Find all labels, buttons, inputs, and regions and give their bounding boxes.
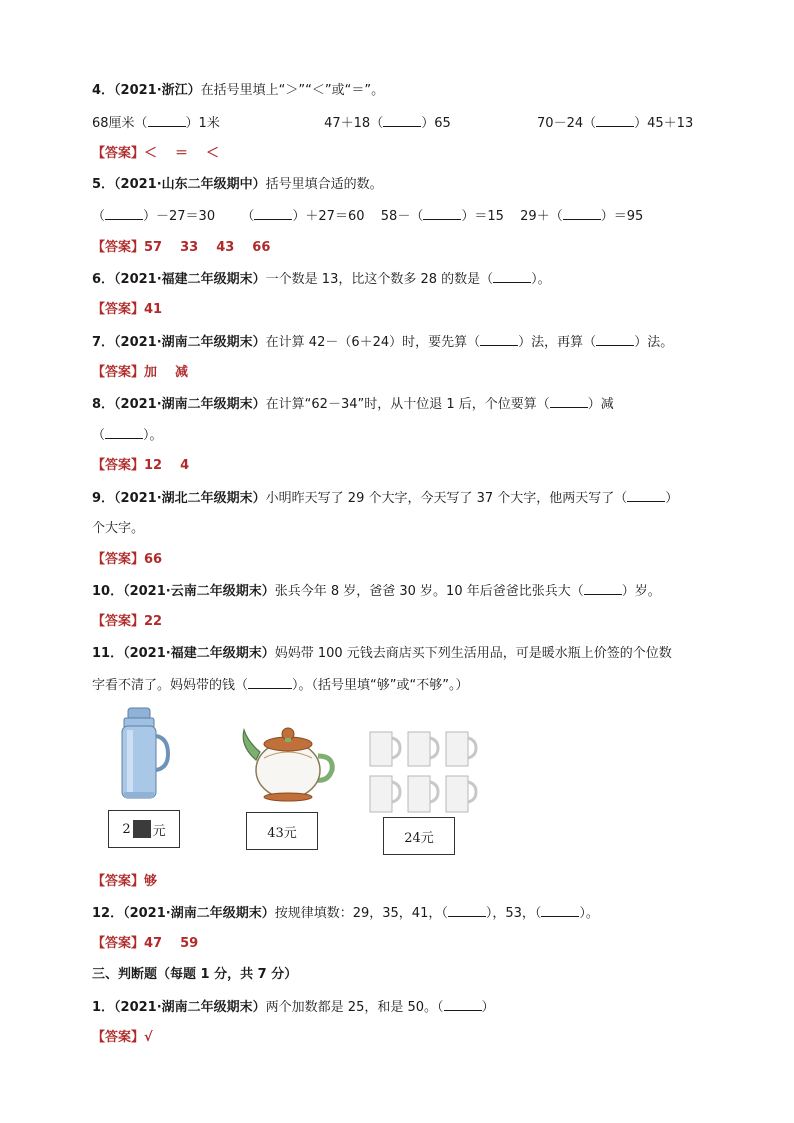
question-text: 在括号里填上“＞”“＜”或“＝”。: [200, 83, 385, 98]
answer-label: 【答案】: [92, 614, 145, 629]
answer-value: ＜: [144, 146, 158, 161]
price-digit: 2: [122, 821, 131, 837]
answer-12: [92, 935, 216, 953]
question-source: （2021·湖南二年级期末）: [114, 397, 266, 412]
answer-value: 66: [144, 552, 163, 567]
question-text: （: [92, 428, 106, 443]
question-4: [92, 82, 384, 100]
item-prefix: 29＋（: [520, 209, 563, 224]
item-suffix: ）－27＝30: [143, 209, 216, 224]
answer-6: [92, 301, 180, 319]
cups-icon: [366, 730, 482, 816]
question-text: 括号里填合适的数。: [265, 177, 383, 192]
item-suffix: ）＋27＝60: [292, 209, 365, 224]
question-text: 一个数是 13，比这个数多 28 的数是（: [265, 272, 494, 287]
answer-label: 【答案】: [92, 1030, 145, 1045]
answer-7: [92, 364, 206, 382]
answer-value: 41: [144, 302, 163, 317]
question-text: ）: [481, 1000, 495, 1015]
answer-blank[interactable]: [627, 489, 665, 502]
answer-value: 57: [144, 240, 163, 255]
item-prefix: （: [241, 209, 255, 224]
question-text: ）。（括号里填“够”或“不够”。）: [292, 678, 469, 693]
question-text: ）: [665, 491, 679, 506]
question-source: （2021·湖南二年级期末）: [114, 1000, 266, 1015]
answer-blank[interactable]: [254, 207, 292, 220]
item-prefix: 47＋18（: [324, 116, 384, 131]
answer-5: [92, 239, 288, 257]
question-6: [92, 270, 551, 289]
question-number: 9．: [92, 491, 115, 506]
question-8-line2: [92, 426, 163, 445]
teapot-price-tag: [246, 812, 318, 850]
answer-label: 【答案】: [92, 240, 145, 255]
answer-value: √: [144, 1030, 153, 1045]
question-8: [92, 395, 614, 414]
cup-icon: [446, 732, 476, 766]
question-source: （2021·湖北二年级期末）: [114, 491, 266, 506]
answer-value: 够: [144, 874, 158, 889]
answer-value: ＝: [175, 146, 189, 161]
question-number: 10．: [92, 584, 124, 599]
cups-price-tag: [383, 817, 455, 855]
question-text: ）法。: [634, 335, 674, 350]
price-text: 43元: [267, 825, 297, 841]
answer-11: [92, 873, 175, 891]
answer-10: [92, 613, 180, 631]
price-unit: 元: [152, 823, 166, 839]
question-9: [92, 489, 678, 508]
answer-label: 【答案】: [92, 552, 145, 567]
judge-question-1: [92, 998, 495, 1017]
question-source: （2021·湖南二年级期末）: [123, 906, 275, 921]
answer-value: 4: [180, 458, 190, 473]
answer-value: ＜: [206, 146, 220, 161]
obscured-digit: [133, 820, 151, 838]
answer-blank[interactable]: [493, 270, 531, 283]
question-text: ）。: [143, 428, 163, 443]
cup-icon: [370, 732, 400, 766]
item-suffix: ）＝95: [600, 209, 644, 224]
answer-blank[interactable]: [423, 207, 461, 220]
item-prefix: 58－（: [380, 209, 424, 224]
question-5: [92, 176, 383, 194]
answer-blank[interactable]: [541, 904, 579, 917]
question-number: 1．: [92, 1000, 115, 1015]
answer-blank[interactable]: [105, 426, 143, 439]
answer-value: 66: [252, 240, 271, 255]
question-source: （2021·湖南二年级期末）: [114, 335, 266, 350]
question-text: 字看不清了。妈妈带的钱（: [92, 678, 249, 693]
question-source: （2021·浙江）: [114, 83, 201, 98]
question-text: 张兵今年 8 岁，爸爸 30 岁。10 年后爸爸比张兵大（: [274, 584, 584, 599]
answer-value: 加: [144, 365, 158, 380]
question-text: 在计算 42－（6＋24）时，要先算（: [265, 335, 481, 350]
question-number: 12．: [92, 906, 124, 921]
answer-label: 【答案】: [92, 302, 145, 317]
answer-blank[interactable]: [480, 333, 518, 346]
question-source: （2021·云南二年级期末）: [123, 584, 275, 599]
answer-blank[interactable]: [550, 395, 588, 408]
question-source: （2021·福建二年级期末）: [114, 272, 266, 287]
question-12: [92, 904, 599, 923]
answer-blank[interactable]: [248, 676, 292, 689]
answer-8: [92, 457, 207, 475]
answer-label: 【答案】: [92, 146, 145, 161]
answer-value: 减: [175, 365, 189, 380]
answer-blank[interactable]: [148, 114, 186, 127]
question-text: ）法，再算（: [518, 335, 597, 350]
answer-value: 59: [180, 936, 199, 951]
question-number: 7．: [92, 335, 115, 350]
answer-value: 22: [144, 614, 163, 629]
item-suffix: ）＝15: [461, 209, 504, 224]
answer-blank[interactable]: [444, 998, 482, 1011]
cup-icon: [370, 776, 400, 812]
cup-icon: [408, 732, 438, 766]
answer-blank[interactable]: [448, 904, 486, 917]
question-text: 在计算“62－34”时，从十位退 1 后，个位要算（: [265, 397, 550, 412]
answer-value: 47: [144, 936, 163, 951]
answer-4: [92, 145, 237, 163]
question-text: ）岁。: [621, 584, 661, 599]
answer-label: 【答案】: [92, 365, 145, 380]
cup-icon: [446, 776, 476, 812]
question-text: 按规律填数：29，35，41，（: [274, 906, 448, 921]
question-text: 两个加数都是 25，和是 50。（: [265, 1000, 444, 1015]
question-text: 小明昨天写了 29 个大字，今天写了 37 个大字，他两天写了（: [265, 491, 628, 506]
question-7: [92, 333, 673, 352]
question-10: [92, 582, 661, 601]
question-number: 4．: [92, 83, 115, 98]
answer-label: 【答案】: [92, 458, 145, 473]
answer-blank[interactable]: [596, 333, 634, 346]
question-5-items: [92, 207, 643, 226]
question-text: ）。: [531, 272, 551, 287]
answer-judge-1: [92, 1029, 171, 1047]
question-11-line2: [92, 676, 468, 695]
section-heading: 三、判断题（每题 1 分，共 7 分）: [92, 967, 298, 982]
question-text: ）。: [579, 906, 599, 921]
question-number: 11．: [92, 646, 124, 661]
question-text: 个大字。: [92, 521, 145, 536]
answer-label: 【答案】: [92, 936, 145, 951]
item-suffix: ）45＋13: [634, 116, 694, 131]
answer-blank[interactable]: [563, 207, 601, 220]
question-9-line2: [92, 520, 144, 538]
item-prefix: （: [92, 209, 106, 224]
answer-blank[interactable]: [383, 114, 421, 127]
answer-value: 33: [180, 240, 199, 255]
item-prefix: 68厘米（: [92, 116, 148, 131]
item-prefix: 70－24（: [537, 116, 597, 131]
question-source: （2021·山东二年级期中）: [114, 177, 266, 192]
teapot-icon: [236, 716, 336, 802]
flask-price-tag: [108, 810, 180, 848]
question-text: ），53，（: [485, 906, 542, 921]
answer-blank[interactable]: [584, 582, 622, 595]
question-number: 8．: [92, 397, 115, 412]
question-number: 6．: [92, 272, 115, 287]
answer-value: 43: [216, 240, 235, 255]
question-11: [92, 645, 672, 663]
answer-blank[interactable]: [596, 114, 634, 127]
thermos-flask-icon: [112, 706, 172, 802]
cup-icon: [408, 776, 438, 812]
question-4-items: [92, 114, 693, 133]
answer-value: 12: [144, 458, 163, 473]
question-text: ）减: [587, 397, 614, 412]
answer-blank[interactable]: [105, 207, 143, 220]
price-text: 24元: [404, 830, 434, 846]
answer-label: 【答案】: [92, 874, 145, 889]
question-source: （2021·福建二年级期末）: [123, 646, 275, 661]
item-suffix: ）65: [421, 116, 451, 131]
item-suffix: ）1米: [185, 116, 220, 131]
question-number: 5．: [92, 177, 115, 192]
question-text: 妈妈带 100 元钱去商店买下列生活用品，可是暖水瓶上价签的个位数: [274, 646, 672, 661]
answer-9: [92, 551, 180, 569]
